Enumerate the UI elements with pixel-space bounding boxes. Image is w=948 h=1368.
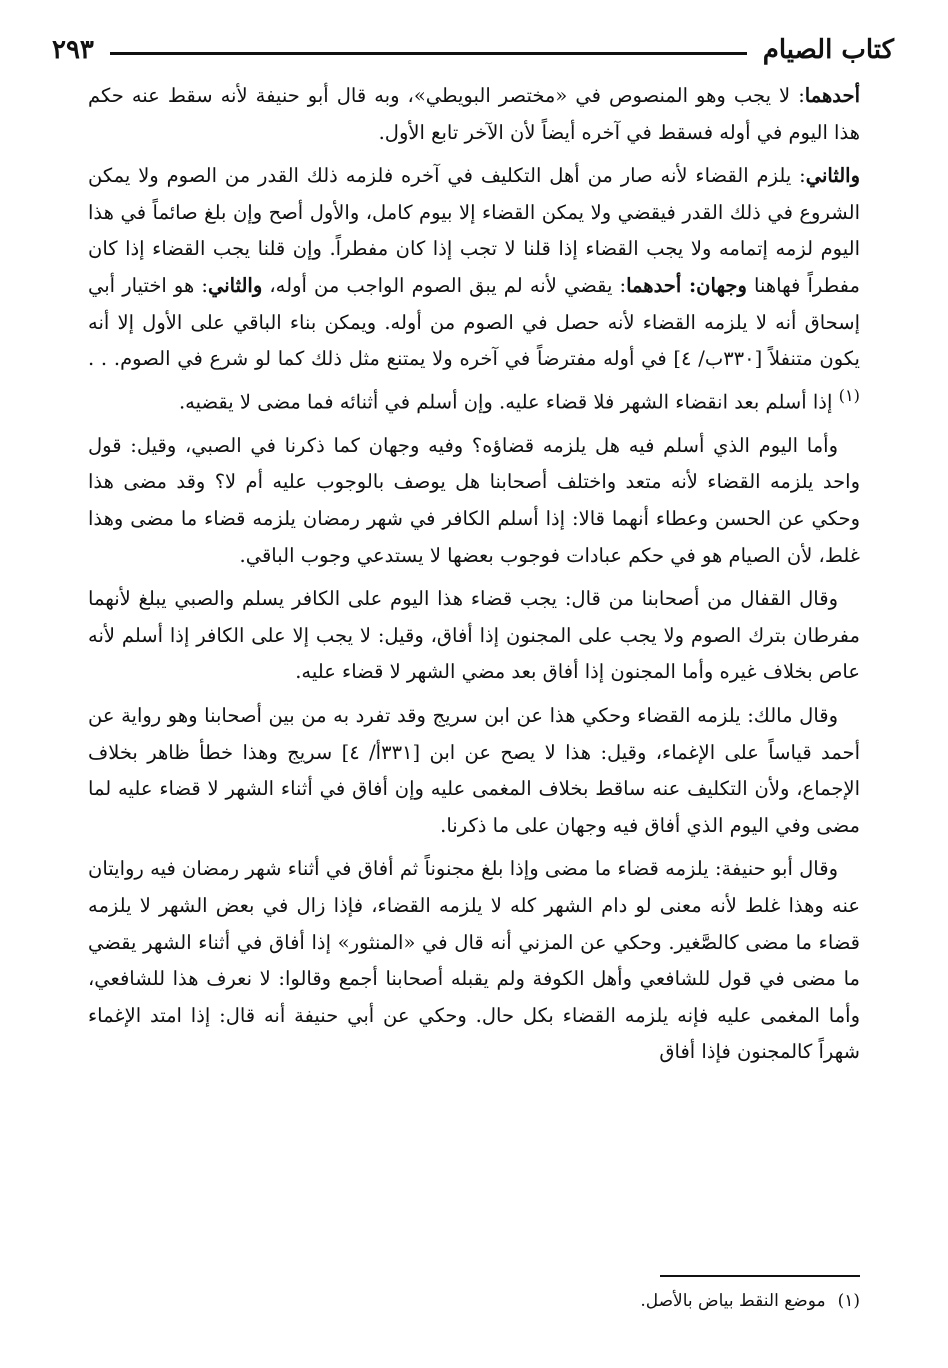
paragraph-bold: والثاني [207,273,263,297]
paragraph-text: : لا يجب وهو المنصوص في «مختصر البويطي»، وبه قال أبو حنيفة لأنه سقط عنه حكم هذا اليوم في أوله فسقط في آخره أيضاً لأن الآخر تابع الأول. [88,84,860,144]
paragraph-text: : يقضي لأنه لم يبق الصوم الواجب من أوله، [262,273,627,297]
main-text [88,78,860,1078]
paragraph-4: وقال القفال من أصحابنا من قال: يجب قضاء هذا اليوم على الكافر يسلم والصبي يبلغ لأنهما مفرطان بترك الصوم ولا يجب على المجنون إذا أفاق، وقيل: لا يجب إلا على الكافر إذا أسلم لأنه عاص بخلاف غيره وأما المجنون إذا أفاق بعد مضي الشهر لا قضاء عليه. [88,587,860,684]
page-number: ٢٩٣ [52,35,94,65]
paragraph-3: وأما اليوم الذي أسلم فيه هل يلزمه قضاؤه؟ وفيه وجهان كما ذكرنا في الصبي، وقيل: قول واحد يلزمه القضاء لأنه متعد واختلف أصحابنا هل يوصف بالوجوب عليه أم لا؟ وقد مضى هذا وحكي عن الحسن وعطاء أنهما قالا: إذا أسلم الكافر في شهر رمضان يلزمه قضاء ما مضى وهذا غلط، لأن الصيام هو في حكم عبادات فوجوب بعضها لا يستدعي وجوب الباقي. [88,433,860,567]
paragraph-text: إذا أسلم بعد انقضاء الشهر فلا قضاء عليه. وإن أسلم في أثنائه فما مضى لا يقضيه. [178,390,839,414]
footnote-ref: (١) [838,385,860,405]
paragraph-lead: والثاني [805,164,860,188]
paragraph-text: : هو اختيار أبي إسحاق أنه لا يلزمه القضاء لأنه حصل في الصوم من أوله. ويمكن بناء الباقي على الأول إلا أنه يكون متنفلاً [٣٣٠ب/ ٤] في أوله مفترضاً في آخره ولا يمتنع مثل ذلك كما لو شرع في الصوم. . . [88,273,860,371]
paragraph-2 [88,158,860,421]
header-rule [110,52,747,55]
footnote [88,1288,860,1314]
paragraph-6: وقال أبو حنيفة: يلزمه قضاء ما مضى وإذا بلغ مجنوناً ثم أفاق في أثناء شهر رمضان فيه روايتان عنه وهذا غلط لأنه معنى لو دام الشهر كله لا يلزمه القضاء، فإذا زال في بعض الشهر لا يلزمه قضاء ما مضى كالصَّغير. وحكي عن المزني أنه قال في «المنثور» إذا أفاق في أثناء الشهر يقضي ما مضى في قول للشافعي وأهل الكوفة ولم يقبله أصحابنا أجمع وقالوا: لا نعرف هذا للشافعي، وأما المغمى عليه فإنه يلزمه القضاء بكل حال. وحكي عن أبي حنيفة أنه قال: إذا امتد الإغماء شهراً كالمجنون فإذا أفاق [88,857,860,1064]
footnote-text: موضع النقط بياض بالأصل. [640,1291,826,1311]
running-header [52,30,894,70]
paragraph-lead: أحدهما [804,84,860,107]
paragraph-bold: وجهان: أحدهما [626,273,747,297]
paragraph-1 [88,78,860,151]
paragraph-5: وقال مالك: يلزمه القضاء وحكي هذا عن ابن سريج وقد تفرد به من بين أصحابنا وهو رواية عن أحمد قياساً على الإغماء، وقيل: هذا لا يصح عن ابن [٣٣١أ/ ٤] سريج وهذا خطأ ظاهر بخلاف الإجماع، ولأن التكليف عنه ساقط بخلاف المغمى عليه وإن أفاق في أثناء الشهر لا قضاء عليه لما مضى وفي اليوم الذي أفاق فيه وجهان على ما ذكرنا. [88,704,861,837]
paragraph-text: : يلزم القضاء لأنه صار من أهل التكليف في آخره فلزمه ذلك القدر من الصوم ولا يمكن الشروع في ذلك القدر فيقضي ولا يمكن القضاء إلا بيوم كامل، والأول أصح وإن بلغ صائماً في هذا اليوم لزمه إتمامه ولا يجب القضاء إذا قلنا لا تجب إذا كان مفطراً. وإن قلنا يجب القضاء إذا كان مفطراً فهاهنا [88,164,860,297]
footnote-number: (١) [837,1291,860,1311]
chapter-title: كتاب الصيام [762,35,894,65]
footnote-rule [660,1275,860,1277]
